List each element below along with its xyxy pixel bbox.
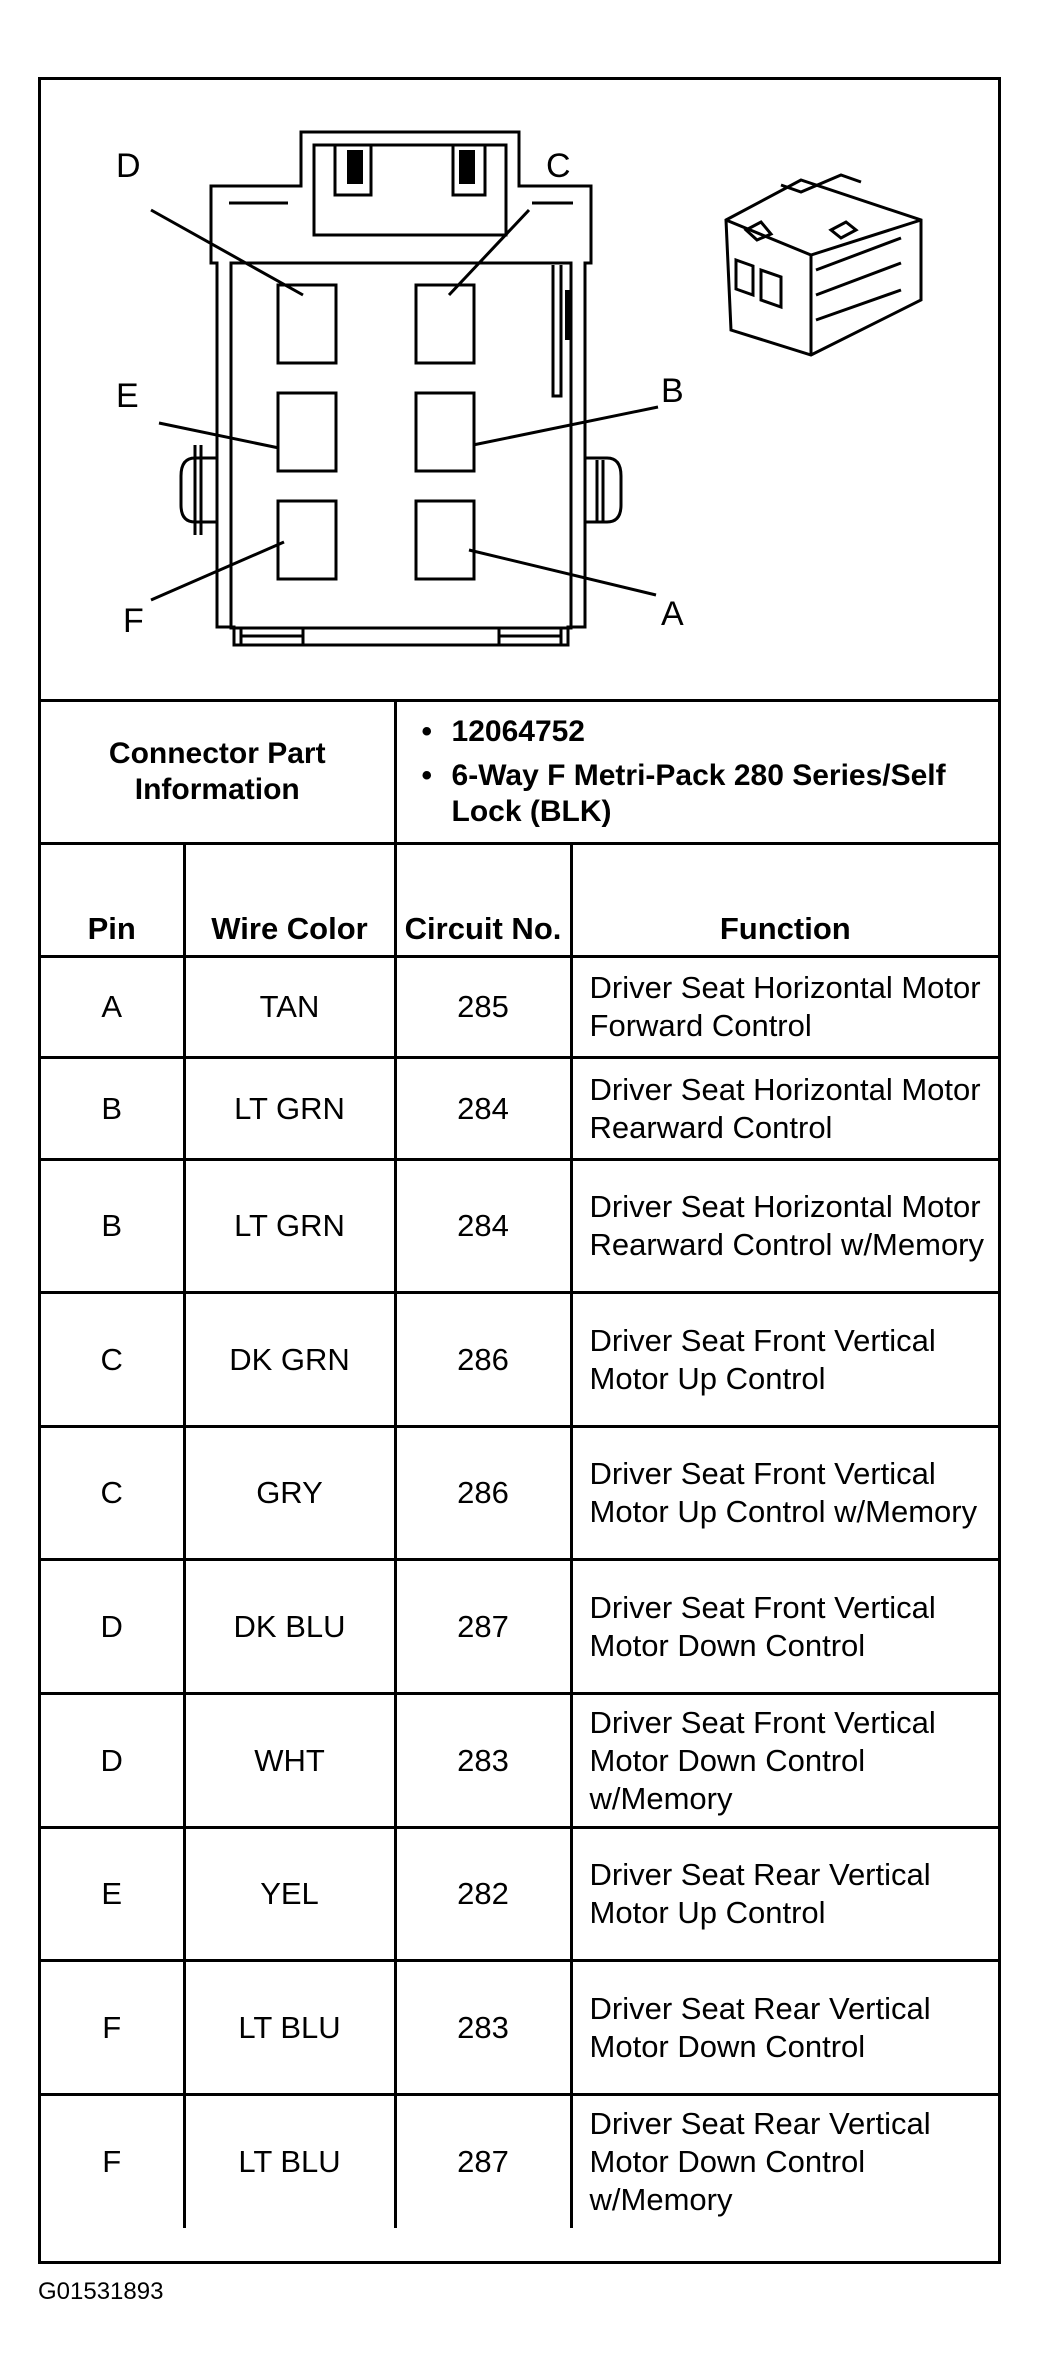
pin-label-e: E	[116, 377, 139, 415]
pin-cell: C	[41, 1427, 184, 1560]
circuit-cell: 283	[395, 1961, 571, 2095]
cavity-c	[416, 285, 474, 363]
header-function: Function	[571, 844, 998, 957]
circuit-cell: 286	[395, 1427, 571, 1560]
wire-color-cell: WHT	[184, 1694, 395, 1828]
function-cell: Driver Seat Horizontal Motor Forward Control	[571, 957, 998, 1058]
table-row	[41, 957, 998, 1058]
wire-color-cell: GRY	[184, 1427, 395, 1560]
wire-color-cell: LT BLU	[184, 2095, 395, 2228]
pin-label-c: C	[546, 147, 571, 185]
wire-color-cell: YEL	[184, 1828, 395, 1961]
circuit-cell: 283	[395, 1694, 571, 1828]
table-row	[41, 1961, 998, 2095]
function-cell: Driver Seat Rear Vertical Motor Down Control	[571, 1961, 998, 2095]
function-cell: Driver Seat Front Vertical Motor Up Control w/Memory	[571, 1427, 998, 1560]
table-row	[41, 1160, 998, 1293]
pinout-table	[41, 702, 998, 2228]
table-row	[41, 2095, 998, 2228]
pin-cell: C	[41, 1293, 184, 1427]
circuit-cell: 287	[395, 2095, 571, 2228]
function-cell: Driver Seat Front Vertical Motor Up Control	[571, 1293, 998, 1427]
function-cell: Driver Seat Rear Vertical Motor Up Control	[571, 1828, 998, 1961]
pin-cell: F	[41, 2095, 184, 2228]
wire-color-cell: DK BLU	[184, 1560, 395, 1694]
pin-label-f: F	[123, 602, 144, 640]
pin-cell: B	[41, 1160, 184, 1293]
header-circuit: Circuit No.	[395, 844, 571, 957]
function-cell: Driver Seat Rear Vertical Motor Down Control w/Memory	[571, 2095, 998, 2228]
table-row	[41, 1293, 998, 1427]
connector-description: • 6-Way F Metri-Pack 280 Series/Self Lock (BLK)	[452, 758, 999, 830]
wire-color-cell: LT GRN	[184, 1058, 395, 1160]
connector-diagram	[41, 80, 998, 702]
table-row	[41, 1058, 998, 1160]
connector-face-drawing	[41, 80, 998, 699]
table-row	[41, 1828, 998, 1961]
pin-cell: F	[41, 1961, 184, 2095]
connector-sheet	[38, 77, 1001, 2264]
wire-color-cell: LT GRN	[184, 1160, 395, 1293]
cavity-b	[416, 393, 474, 471]
cavity-f	[278, 501, 336, 579]
connector-part-number: • 12064752	[452, 714, 999, 750]
wire-color-cell: DK GRN	[184, 1293, 395, 1427]
cavity-e	[278, 393, 336, 471]
function-cell: Driver Seat Horizontal Motor Rearward Control w/Memory	[571, 1160, 998, 1293]
table-header-row	[41, 844, 998, 957]
pin-cell: D	[41, 1694, 184, 1828]
cavity-a	[416, 501, 474, 579]
pin-label-d: D	[116, 147, 141, 185]
pin-cell: D	[41, 1560, 184, 1694]
pin-cell: A	[41, 957, 184, 1058]
connector-info-row	[41, 702, 998, 844]
connector-title: Connector Part Information	[41, 702, 395, 844]
circuit-cell: 286	[395, 1293, 571, 1427]
table-row	[41, 1427, 998, 1560]
header-pin: Pin	[41, 844, 184, 957]
function-cell: Driver Seat Horizontal Motor Rearward Control	[571, 1058, 998, 1160]
wire-color-cell: LT BLU	[184, 1961, 395, 2095]
circuit-cell: 282	[395, 1828, 571, 1961]
circuit-cell: 285	[395, 957, 571, 1058]
header-wire-color: Wire Color	[184, 844, 395, 957]
wire-color-cell: TAN	[184, 957, 395, 1058]
pin-label-b: B	[661, 372, 684, 410]
circuit-cell: 284	[395, 1058, 571, 1160]
connector-3d-view	[726, 175, 921, 355]
cavity-d	[278, 285, 336, 363]
table-row	[41, 1560, 998, 1694]
connector-info	[395, 702, 998, 844]
table-body	[41, 957, 998, 2228]
circuit-cell: 287	[395, 1560, 571, 1694]
pin-label-a: A	[661, 595, 684, 633]
pin-cell: B	[41, 1058, 184, 1160]
pin-cell: E	[41, 1828, 184, 1961]
function-cell: Driver Seat Front Vertical Motor Down Control	[571, 1560, 998, 1694]
circuit-cell: 284	[395, 1160, 571, 1293]
function-cell: Driver Seat Front Vertical Motor Down Control w/Memory	[571, 1694, 998, 1828]
table-row	[41, 1694, 998, 1828]
figure-id: G01531893	[38, 2278, 164, 2305]
